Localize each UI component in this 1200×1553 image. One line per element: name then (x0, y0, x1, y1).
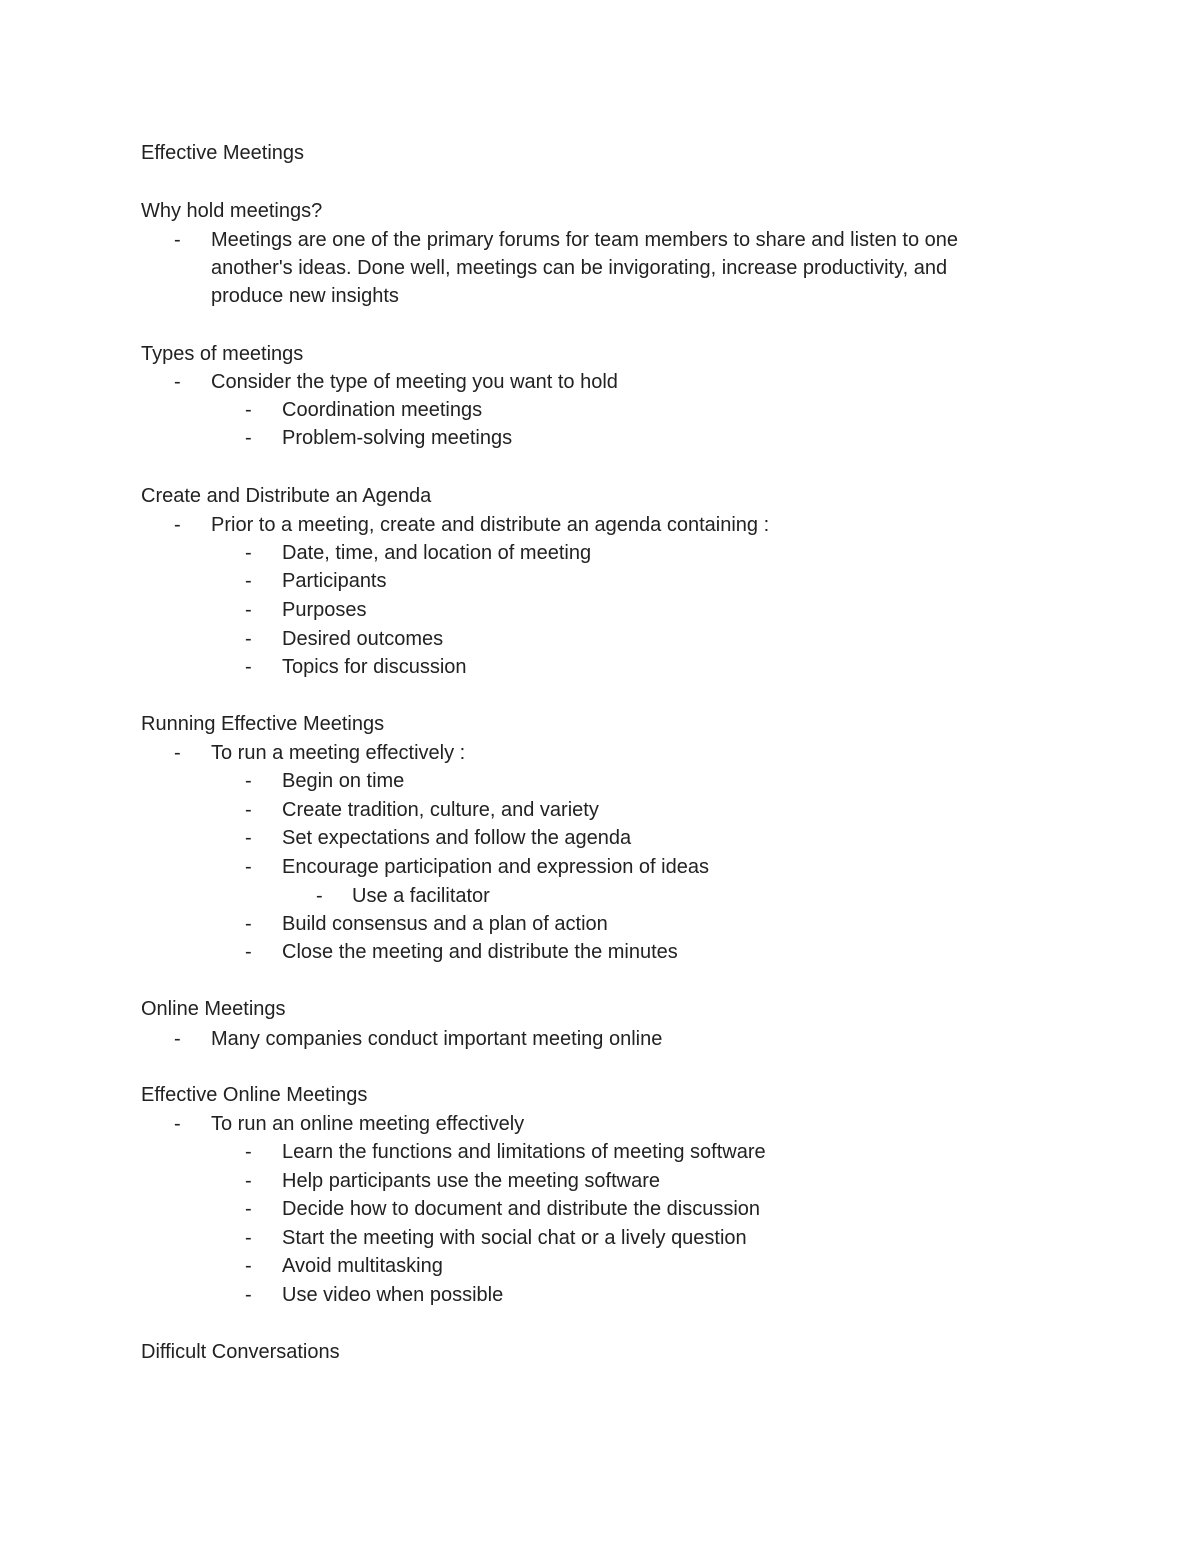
list-item-text: Consider the type of meeting you want to hold (211, 371, 618, 393)
list-item-text: Topics for discussion (282, 656, 467, 678)
document-title: Effective Meetings (141, 142, 305, 164)
bullet-dash: - (316, 885, 323, 907)
bullet-dash: - (174, 1028, 181, 1050)
bullet-dash: - (174, 742, 181, 764)
list-item-text: produce new insights (211, 285, 399, 307)
list-item-text: Participants (282, 570, 387, 592)
list-item-text: Start the meeting with social chat or a lively question (282, 1227, 747, 1249)
bullet-dash: - (245, 1284, 252, 1306)
section-heading-running-meetings: Running Effective Meetings (141, 713, 385, 735)
section-heading-difficult-conversations: Difficult Conversations (141, 1341, 340, 1363)
bullet-dash: - (245, 427, 252, 449)
list-item-text: Help participants use the meeting software (282, 1170, 660, 1192)
section-heading-effective-online-meetings: Effective Online Meetings (141, 1084, 368, 1106)
list-item-text: Date, time, and location of meeting (282, 542, 592, 564)
section-heading-create-agenda: Create and Distribute an Agenda (141, 485, 432, 507)
section-heading-types-of-meetings: Types of meetings (141, 343, 304, 365)
bullet-dash: - (245, 941, 252, 963)
list-item-text: Close the meeting and distribute the minutes (282, 941, 678, 963)
section-heading-why-hold-meetings: Why hold meetings? (141, 200, 323, 222)
bullet-dash: - (245, 570, 252, 592)
bullet-dash: - (245, 799, 252, 821)
list-item-text: Use video when possible (282, 1284, 504, 1306)
list-item-text: Desired outcomes (282, 628, 444, 650)
list-item-text: Meetings are one of the primary forums for team members to share and listen to one (211, 229, 959, 251)
bullet-dash: - (174, 514, 181, 536)
bullet-dash: - (245, 770, 252, 792)
bullet-dash: - (245, 599, 252, 621)
list-item-text: Set expectations and follow the agenda (282, 827, 632, 849)
list-item-text: Many companies conduct important meeting online (211, 1028, 663, 1050)
bullet-dash: - (174, 371, 181, 393)
list-item-text: Prior to a meeting, create and distribute an agenda containing : (211, 514, 770, 536)
list-item-text: Build consensus and a plan of action (282, 913, 608, 935)
list-item-text: Avoid multitasking (282, 1255, 443, 1277)
section-heading-online-meetings: Online Meetings (141, 998, 286, 1020)
bullet-dash: - (245, 856, 252, 878)
bullet-dash: - (174, 229, 181, 251)
list-item-text: To run an online meeting effectively (211, 1113, 525, 1135)
bullet-dash: - (245, 399, 252, 421)
bullet-dash: - (245, 542, 252, 564)
list-item-text: Create tradition, culture, and variety (282, 799, 599, 821)
list-item-text: Encourage participation and expression of ideas (282, 856, 709, 878)
list-item-text: another's ideas. Done well, meetings can be invigorating, increase productivity, and (211, 257, 948, 279)
bullet-dash: - (245, 1227, 252, 1249)
list-item-text: Problem-solving meetings (282, 427, 513, 449)
list-item-text: Learn the functions and limitations of meeting software (282, 1141, 766, 1163)
bullet-dash: - (245, 1170, 252, 1192)
list-item-text: Purposes (282, 599, 367, 621)
list-item-text: Decide how to document and distribute the discussion (282, 1198, 761, 1220)
list-item-text: To run a meeting effectively : (211, 742, 466, 764)
bullet-dash: - (245, 913, 252, 935)
bullet-dash: - (245, 827, 252, 849)
list-item-text: Coordination meetings (282, 399, 483, 421)
bullet-dash: - (245, 656, 252, 678)
list-item-text: Begin on time (282, 770, 405, 792)
bullet-dash: - (245, 1141, 252, 1163)
bullet-dash: - (245, 628, 252, 650)
bullet-dash: - (245, 1198, 252, 1220)
list-item-text: Use a facilitator (352, 885, 490, 907)
bullet-dash: - (245, 1255, 252, 1277)
bullet-dash: - (174, 1113, 181, 1135)
